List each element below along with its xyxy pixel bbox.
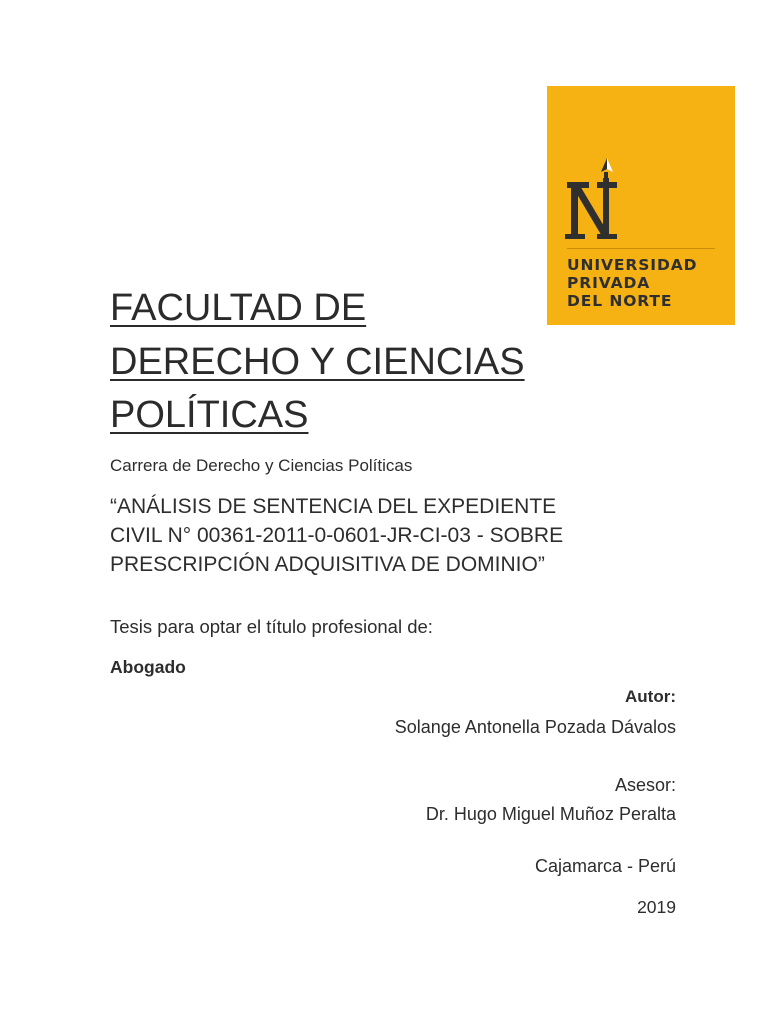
logo-line-1: UNIVERSIDAD — [567, 256, 698, 274]
place: Cajamarca - Perú — [534, 856, 676, 876]
career-name: Carrera de Derecho y Ciencias Políticas — [110, 456, 413, 475]
university-logo — [547, 86, 735, 325]
thesis-title-line-1: “ANÁLISIS DE SENTENCIA DEL EXPEDIENTE — [110, 495, 557, 518]
logo-wordmark — [567, 256, 697, 310]
faculty-title-line-2: DERECHO Y CIENCIAS — [110, 340, 525, 383]
advisor-label: Asesor: — [614, 775, 676, 795]
university-n-emblem-icon — [557, 156, 627, 246]
degree-intro: Tesis para optar el título profesional de: — [110, 616, 433, 637]
faculty-title-line-1: FACULTAD DE — [110, 287, 367, 329]
degree-title: Abogado — [110, 657, 186, 677]
thesis-title-line-2: CIVIL N° 00361-2011-0-0601-JR-CI-03 - SOBRE — [110, 524, 564, 547]
faculty-title — [110, 282, 550, 443]
advisor-name: Dr. Hugo Miguel Muñoz Peralta — [425, 804, 676, 824]
year: 2019 — [637, 897, 676, 917]
author-name: Solange Antonella Pozada Dávalos — [394, 717, 676, 737]
author-label: Autor: — [625, 687, 676, 706]
logo-divider — [567, 248, 715, 249]
thesis-title-line-3: PRESCRIPCIÓN ADQUISITIVA DE DOMINIO” — [110, 553, 545, 576]
faculty-title-line-3: POLÍTICAS — [110, 394, 309, 436]
logo-line-2: PRIVADA — [567, 274, 651, 292]
logo-line-3: DEL NORTE — [567, 292, 673, 310]
thesis-title — [110, 492, 670, 579]
